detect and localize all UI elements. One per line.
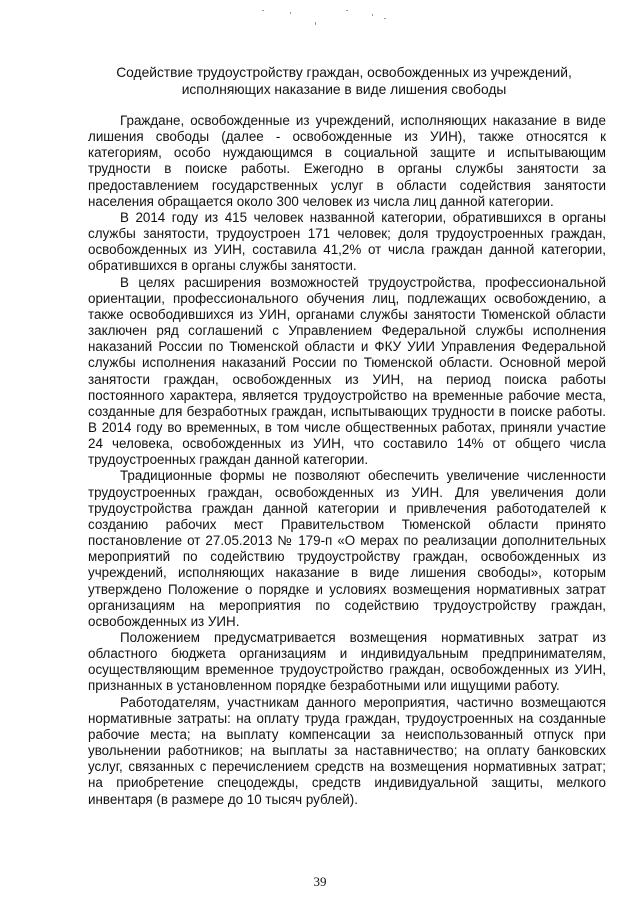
paragraph: Граждане, освобожденные из учреждений, исполняющих наказание в виде лишения свободы (далее - освобожденные из УИН), также относятся к категориям, особо нуждающимся в социальной защите и испытывающим трудности в поиске работы. Ежегодно в органы службы занятости за предоставлением государственных услуг в области содействия занятости населения обращается около 300 человек из числа лиц данной категории.: [88, 113, 606, 209]
title-line-2: исполняющих наказание в виде лишения свободы: [181, 82, 507, 97]
page-number: 39: [313, 874, 327, 889]
scan-specks: [260, 8, 400, 28]
paragraph: Положением предусматривается возмещения нормативных затрат из областного бюджета организациям и индивидуальным предпринимателям, осуществляющим временное трудоустройство граждан, освобожденных из УИН, признанных в установленном порядке безработными или ищущими работу.: [88, 630, 606, 694]
paragraph: В 2014 году из 415 человек названной категории, обратившихся в органы службы занятости, трудоустроен 171 человек; доля трудоустроенных граждан, освобожденных из УИН, составила 41,2% от числа граждан данной категории, обратившихся в органы службы занятости.: [88, 209, 606, 274]
paragraph: Работодателям, участникам данного мероприятия, частично возмещаются нормативные затраты: на оплату труда граждан, трудоустроенных на созданные рабочие места; на выплату компенсации за неиспользованный отпуск при увольнении работников; на выплаты за наставничество; на оплату банковских услуг, связанных с перечислением средств на возмещения нормативных затрат; на приобретение спецодежды, средств индивидуальной защиты, мелкого инвентаря (в размере до 10 тысяч рублей).: [88, 694, 606, 807]
title-line-1: Содействие трудоустройству граждан, освобожденных из учреждений,: [116, 65, 572, 80]
document-title: [84, 64, 604, 98]
document-body: [88, 113, 606, 808]
paragraph: Традиционные формы не позволяют обеспечить увеличение численности трудоустроенных граждан, освобожденных из УИН. Для увеличения доли трудоустройства граждан данной категории и привлечения работодателей к созданию рабочих мест Правительством Тюменской области принято постановление от 27.05.2013 № 179-п «О мерах по реализации дополнительных мероприятий по содействию трудоустройству граждан, освобожденных из учреждений, исполняющих наказание в виде лишения свободы», которым утверждено Положение о порядке и условиях возмещения нормативных затрат организациям на мероприятия по содействию трудоустройству граждан, освобожденных из УИН.: [88, 468, 606, 629]
paragraph: В целях расширения возможностей трудоустройства, профессиональной ориентации, профессионального обучения лиц, подлежащих освобождению, а также освободившихся из УИН, органами службы занятости Тюменской области заключен ряд соглашений с Управлением Федеральной службы исполнения наказаний России по Тюменской области и ФКУ УИИ Управления Федеральной службы исполнения наказаний России по Тюменской области. Основной мерой занятости граждан, освобожденных из УИН, на период поиска работы постоянного характера, является трудоустройство на временные рабочие места, созданные для безработных граждан, испытывающих трудности в поиске работы. В 2014 году во временных, в том числе общественных работах, приняли участие 24 человека, освобожденных из УИН, что составило 14% от общего числа трудоустроенных граждан данной категории.: [88, 274, 606, 468]
